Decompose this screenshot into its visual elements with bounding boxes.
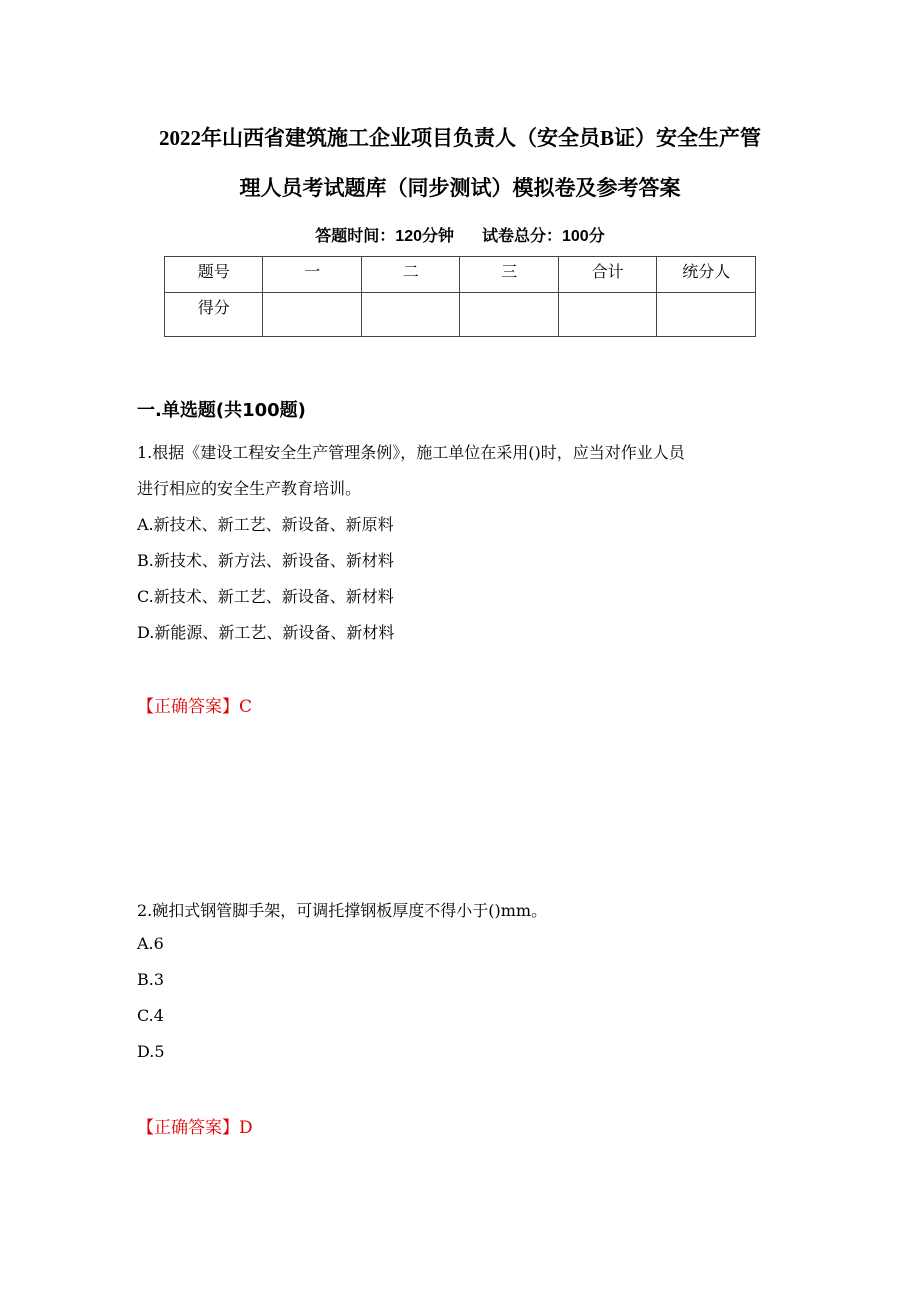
score-table-row [165,293,756,337]
header-cell: 统分人 [657,257,756,293]
question-2-option-d: D.5 [137,1042,165,1061]
score-cell [657,293,756,337]
exam-total-score: 试卷总分：100分 [482,228,605,245]
doc-title-line2: 理人员考试题库（同步测试）模拟卷及参考答案 [239,176,681,200]
header-cell: 合计 [558,257,656,293]
doc-title-line1: 2022年山西省建筑施工企业项目负责人（安全员B证）安全生产管 [158,126,761,150]
question-2-answer: 【正确答案】D [137,1118,253,1138]
exam-info [0,223,920,246]
question-2-text: 2.碗扣式钢管脚手架，可调托撑钢板厚度不得小于()mm。 [137,901,548,920]
score-table-header [165,257,756,293]
score-cell [558,293,656,337]
row-label: 得分 [165,293,263,337]
question-1-option-c: C.新技术、新工艺、新设备、新材料 [137,587,394,606]
score-cell [460,293,558,337]
question-1-option-a: A.新技术、新工艺、新设备、新原料 [137,515,394,534]
header-cell: 三 [460,257,558,293]
question-2-option-c: C.4 [137,1006,164,1025]
score-cell [263,293,361,337]
question-1-answer: 【正确答案】C [137,697,253,717]
question-1-option-d: D.新能源、新工艺、新设备、新材料 [137,623,395,642]
header-cell: 一 [263,257,361,293]
score-table [164,256,756,337]
question-1-option-b: B.新技术、新方法、新设备、新材料 [137,551,394,570]
section-heading: 一.单选题(共100题) [137,400,306,421]
question-2-option-b: B.3 [137,970,165,989]
score-cell [361,293,459,337]
question-1-text-line2: 进行相应的安全生产教育培训。 [137,479,362,498]
header-cell: 题号 [165,257,263,293]
question-2-option-a: A.6 [137,934,164,953]
header-cell: 二 [361,257,459,293]
exam-time: 答题时间：120分钟 [315,228,454,245]
question-1-text-line1: 1.根据《建设工程安全生产管理条例》，施工单位在采用()时，应当对作业人员 [137,443,685,462]
